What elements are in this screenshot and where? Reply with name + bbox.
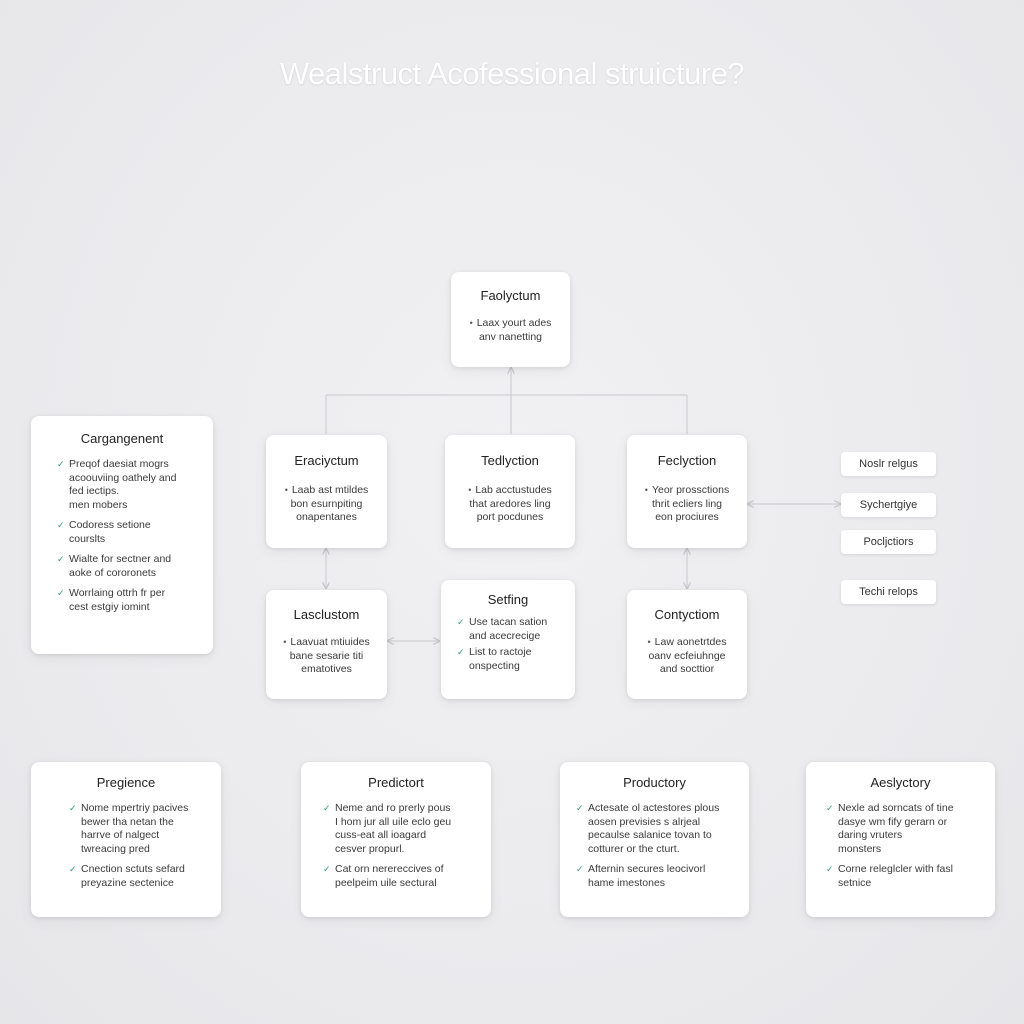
row1-card-3[interactable] [627, 435, 747, 548]
list-item-text: Laab ast mtildes [291, 484, 369, 496]
list-item-line [457, 484, 563, 498]
row1-card-2-title: Tedlyction [481, 453, 539, 468]
bottom-card-4[interactable] [806, 762, 995, 917]
list-item-text: Neme and ro prerly pous [335, 802, 451, 814]
bottom-card-2-title: Predictort [368, 775, 424, 790]
list-item-line [826, 843, 983, 857]
list-item-line [278, 663, 375, 677]
list-item-text: onapentanes [296, 511, 357, 523]
list-item-text: anv nanetting [478, 330, 543, 343]
list-item-line [323, 843, 479, 857]
list-item-line [323, 802, 479, 816]
list-item-line [278, 636, 375, 650]
list-item-line [69, 802, 209, 816]
list-item-text: Cnection sctuts sefard [81, 863, 185, 875]
list-item-text: List to ractoje [469, 646, 532, 658]
list-item-text: I hom jur all uile eclo geu [335, 815, 452, 828]
tag-3[interactable]: Pocljctiors [841, 530, 936, 554]
list-item-text: hame imestones [588, 876, 666, 889]
list-item-text: eon prociures [655, 511, 719, 523]
row1-card-1-title: Eraciyctum [294, 453, 359, 468]
list-item-line [826, 816, 983, 830]
list-item-line [457, 511, 563, 525]
list-item-text: that aredores ling [469, 497, 551, 510]
list-item-text: port pocdunes [476, 511, 544, 523]
list-item-text: harrve of nalgect [81, 829, 160, 841]
list-item-line [639, 636, 735, 650]
list-item-line [278, 498, 375, 512]
list-item-text: peelpeim uile sectural [335, 876, 437, 889]
list-item-line [463, 317, 558, 331]
list-item-text: courslts [69, 532, 106, 545]
bottom-card-1[interactable] [31, 762, 221, 917]
tag-1[interactable]: Noslr relgus [841, 452, 936, 476]
list-item-text: oanv ecfeiuhnge [648, 649, 726, 662]
row1-card-3-title: Feclyction [657, 453, 717, 468]
list-item-text: men mobers [69, 498, 128, 511]
list-item-line [576, 843, 737, 857]
check-icon: ✓ [323, 803, 331, 813]
list-item-text: Laax yourt ades [476, 317, 552, 329]
list-item-text: twreacing pred [81, 842, 150, 855]
check-icon: ✓ [69, 803, 77, 813]
list-item-line [826, 829, 983, 843]
check-icon: ✓ [323, 864, 331, 874]
left-panel-title: Cargangenent [80, 431, 164, 446]
list-item-line [57, 601, 201, 615]
check-icon: ✓ [576, 864, 584, 874]
list-item-line [57, 499, 201, 513]
bottom-card-4-title: Aeslyctory [870, 775, 931, 790]
check-icon: ✓ [69, 864, 77, 874]
row2-card-1[interactable] [266, 590, 387, 699]
row2-card-1-title: Lasclustom [293, 607, 360, 622]
bullet-list [323, 802, 479, 890]
list-item-line [278, 650, 375, 664]
list-item-line [57, 472, 201, 486]
row1-card-2[interactable] [445, 435, 575, 548]
list-item-line [69, 829, 209, 843]
row2-card-3[interactable] [627, 590, 747, 699]
bullet-list [457, 484, 563, 525]
list-item-text: Law aonetrtdes [654, 636, 727, 648]
list-item-line [639, 650, 735, 664]
list-item-text: aosen previsies s alrjeal [588, 815, 701, 828]
list-item-text: thrit ecliers ling [651, 497, 723, 510]
list-item-line [576, 877, 737, 891]
tag-2[interactable]: Sychertgiye [841, 493, 936, 517]
list-item-line [57, 533, 201, 547]
list-item-line [323, 829, 479, 843]
list-item-line [57, 567, 201, 581]
bullet-dot-icon: • [468, 485, 472, 495]
tag-4[interactable]: Techi relops [841, 580, 936, 604]
bottom-card-1-title: Pregience [96, 775, 156, 790]
list-item-line [463, 331, 558, 345]
list-item-text: preyazine sectenice [81, 876, 174, 889]
top-node-card[interactable] [451, 272, 570, 367]
bullet-dot-icon: • [469, 318, 473, 328]
list-item-line [69, 843, 209, 857]
list-item-text: Wialte for sectner and [69, 553, 172, 565]
list-item-text: dasye wm fify gerarn or [838, 815, 948, 828]
list-item-line [826, 877, 983, 891]
list-item-text: monsters [838, 842, 882, 855]
list-item-text: daring vruters [838, 829, 903, 841]
list-item-text: setnice [838, 876, 872, 889]
bullet-dot-icon: • [644, 485, 648, 495]
diagram-title: Wealstruct Acofessional struicture? [279, 56, 745, 91]
row2-card-2-title: Setfing [487, 592, 529, 607]
list-item-line [576, 802, 737, 816]
row2-card-2[interactable] [441, 580, 575, 699]
check-icon: ✓ [57, 520, 65, 530]
row1-card-1[interactable] [266, 435, 387, 548]
list-item-line [323, 863, 479, 877]
list-item-line [576, 863, 737, 877]
list-item-line [576, 816, 737, 830]
list-item-line [323, 877, 479, 891]
list-item-line [639, 511, 735, 525]
bullet-list [457, 616, 563, 673]
list-item-line [576, 829, 737, 843]
list-item-text: Worrlaing ottrh fr per [69, 587, 166, 599]
list-item-line [457, 630, 563, 644]
check-icon: ✓ [57, 554, 65, 564]
list-item-line [69, 863, 209, 877]
list-item-text: Nome mpertriy pacives [81, 802, 189, 814]
bullet-dot-icon: • [647, 637, 651, 647]
list-item-text: fed iectips. [69, 485, 120, 497]
bottom-card-2[interactable] [301, 762, 491, 917]
list-item-line [323, 816, 479, 830]
list-item-line [457, 646, 563, 660]
list-item-line [639, 484, 735, 498]
list-item-text: Codoress setione [69, 519, 151, 531]
list-item-text: Preqof daesiat mogrs [69, 458, 169, 470]
bullet-list [639, 636, 735, 677]
list-item-text: Actesate ol actestores plous [588, 802, 720, 814]
list-item-line [57, 485, 201, 499]
bullet-list [69, 802, 209, 890]
list-item-text: Nexle ad sorncats of tine [838, 802, 954, 814]
list-item-text: Use tacan sation [469, 616, 548, 628]
list-item-line [57, 458, 201, 472]
list-item-line [278, 511, 375, 525]
list-item-text: Afternin secures leocivorl [588, 863, 706, 875]
list-item-text: Laavuat mtiuides [290, 636, 370, 648]
list-item-text: cuss-eat all ioagard [335, 829, 427, 841]
list-item-text: bane sesarie titi [289, 649, 364, 662]
list-item-text: and acecrecige [469, 629, 541, 642]
bullet-list [57, 458, 201, 614]
bullet-list [278, 484, 375, 525]
top-node-title: Faolyctum [480, 288, 541, 303]
list-item-text: cotturer or the cturt. [588, 842, 680, 855]
bullet-list [278, 636, 375, 677]
list-item-text: Corne releglcler with fasl [838, 863, 953, 875]
bottom-card-3[interactable] [560, 762, 749, 917]
check-icon: ✓ [826, 864, 834, 874]
list-item-text: onspecting [469, 659, 520, 672]
list-item-line [457, 616, 563, 630]
list-item-text: Cat orn nerereccives of [335, 863, 444, 875]
check-icon: ✓ [457, 617, 465, 627]
check-icon: ✓ [57, 588, 65, 598]
list-item-line [639, 498, 735, 512]
bullet-dot-icon: • [284, 485, 288, 495]
list-item-line [69, 816, 209, 830]
list-item-text: ematotives [301, 663, 352, 675]
list-item-text: cesver propurl. [335, 842, 405, 855]
bullet-list [639, 484, 735, 525]
list-item-text: pecaulse salanice tovan to [588, 829, 712, 841]
list-item-text: cest estgiy iomint [69, 600, 150, 613]
list-item-text: and socttior [659, 663, 715, 675]
list-item-line [57, 519, 201, 533]
left-panel-card[interactable] [31, 416, 213, 654]
list-item-text: aoke of cororonets [69, 566, 156, 579]
bullet-list [826, 802, 983, 890]
check-icon: ✓ [57, 459, 65, 469]
list-item-line [69, 877, 209, 891]
list-item-text: Yeor prossctions [651, 484, 730, 496]
bullet-list [576, 802, 737, 890]
check-icon: ✓ [576, 803, 584, 813]
list-item-line [826, 802, 983, 816]
row2-card-3-title: Contyctiom [654, 607, 720, 622]
list-item-line [639, 663, 735, 677]
bottom-card-3-title: Productory [623, 775, 686, 790]
check-icon: ✓ [826, 803, 834, 813]
list-item-line [57, 553, 201, 567]
list-item-line [57, 587, 201, 601]
list-item-line [457, 498, 563, 512]
bullet-list [463, 317, 558, 344]
list-item-line [457, 660, 563, 674]
list-item-text: bon esurnpiting [290, 497, 363, 510]
list-item-text: bewer tha netan the [81, 815, 174, 828]
list-item-text: Lab acctustudes [475, 484, 552, 496]
bullet-dot-icon: • [283, 637, 287, 647]
list-item-text: acoouviing oathely and [69, 471, 177, 484]
list-item-line [278, 484, 375, 498]
list-item-line [826, 863, 983, 877]
check-icon: ✓ [457, 647, 465, 657]
